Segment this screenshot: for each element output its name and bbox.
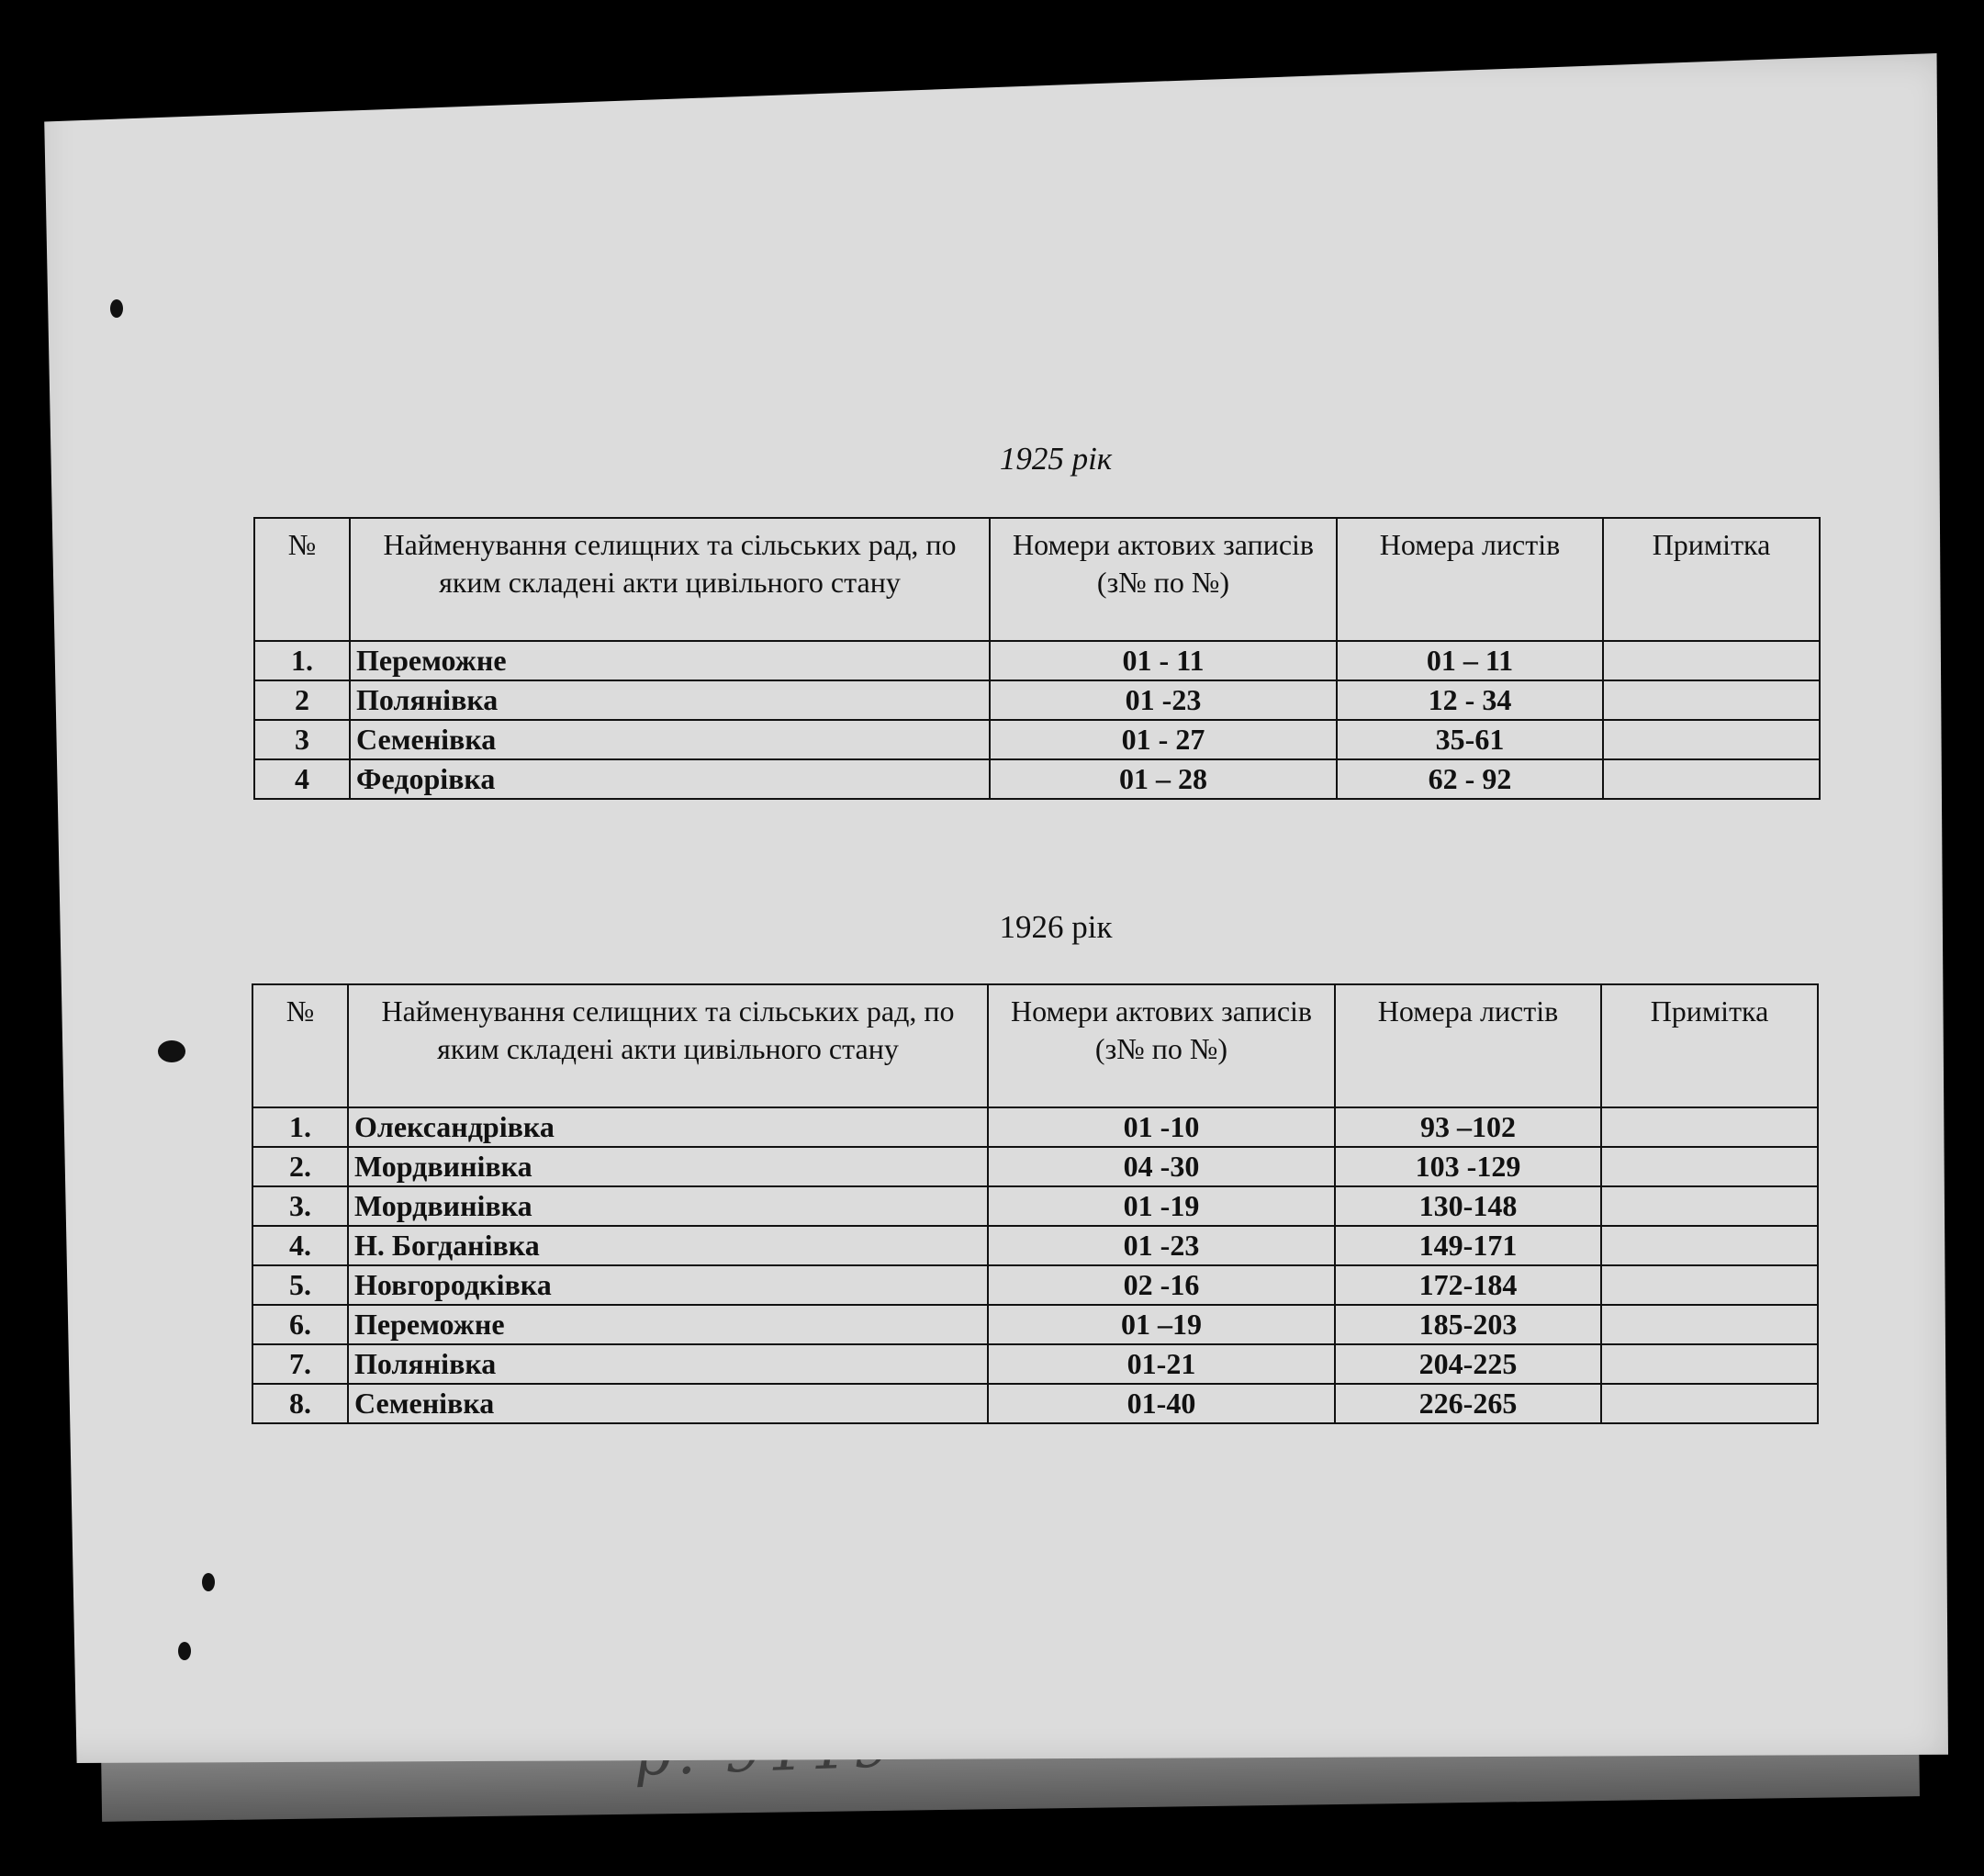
table-row: [252, 1384, 1818, 1423]
registry-table-1926: [252, 983, 1819, 1424]
row-council-name: Федорівка: [350, 759, 990, 799]
table-row: [252, 1226, 1818, 1265]
row-act-numbers: 01 –19: [988, 1305, 1335, 1344]
year-title-1926: 1926 рік: [999, 909, 1113, 945]
row-act-numbers: 01 -23: [988, 1226, 1335, 1265]
punch-hole-mark: [202, 1573, 215, 1591]
row-sheet-numbers: 226-265: [1335, 1384, 1601, 1423]
row-note: [1603, 680, 1820, 720]
table-row: [254, 720, 1820, 759]
row-num: 4.: [252, 1226, 348, 1265]
table-row: [252, 1186, 1818, 1226]
row-council-name: Полянівка: [350, 680, 990, 720]
row-act-numbers: 02 -16: [988, 1265, 1335, 1305]
row-note: [1601, 1384, 1818, 1423]
row-sheet-numbers: 130-148: [1335, 1186, 1601, 1226]
row-sheet-numbers: 12 - 34: [1337, 680, 1603, 720]
header-sheets: Номера листів: [1335, 984, 1601, 1107]
header-num: №: [252, 984, 348, 1107]
table-header-row: [254, 518, 1820, 641]
table-row: [252, 1344, 1818, 1384]
registry-table-1925: [253, 517, 1821, 800]
row-num: 6.: [252, 1305, 348, 1344]
punch-hole-mark: [110, 299, 123, 318]
row-num: 5.: [252, 1265, 348, 1305]
row-act-numbers: 04 -30: [988, 1147, 1335, 1186]
header-num: №: [254, 518, 350, 641]
row-sheet-numbers: 93 –102: [1335, 1107, 1601, 1147]
table-row: [254, 641, 1820, 680]
row-act-numbers: 01 - 11: [990, 641, 1337, 680]
row-act-numbers: 01 -19: [988, 1186, 1335, 1226]
row-num: 3: [254, 720, 350, 759]
table-row: [254, 680, 1820, 720]
row-sheet-numbers: 35-61: [1337, 720, 1603, 759]
row-num: 1.: [254, 641, 350, 680]
row-note: [1601, 1226, 1818, 1265]
table-row: [252, 1265, 1818, 1305]
row-council-name: Мордвинівка: [348, 1147, 988, 1186]
row-note: [1603, 641, 1820, 680]
row-note: [1603, 720, 1820, 759]
row-act-numbers: 01 -23: [990, 680, 1337, 720]
header-acts: Номери актових записів (з№ по №): [988, 984, 1335, 1107]
header-note: Примітка: [1603, 518, 1820, 641]
row-sheet-numbers: 149-171: [1335, 1226, 1601, 1265]
row-council-name: Мордвинівка: [348, 1186, 988, 1226]
header-sheets: Номера листів: [1337, 518, 1603, 641]
row-sheet-numbers: 01 – 11: [1337, 641, 1603, 680]
row-sheet-numbers: 204-225: [1335, 1344, 1601, 1384]
row-council-name: Переможне: [350, 641, 990, 680]
row-act-numbers: 01-40: [988, 1384, 1335, 1423]
row-council-name: Н. Богданівка: [348, 1226, 988, 1265]
row-num: 7.: [252, 1344, 348, 1384]
row-num: 8.: [252, 1384, 348, 1423]
row-num: 2: [254, 680, 350, 720]
row-note: [1601, 1344, 1818, 1384]
row-council-name: Новгородківка: [348, 1265, 988, 1305]
document-page: [39, 53, 1948, 1763]
table-row: [252, 1147, 1818, 1186]
row-num: 2.: [252, 1147, 348, 1186]
row-note: [1601, 1147, 1818, 1186]
row-sheet-numbers: 185-203: [1335, 1305, 1601, 1344]
row-sheet-numbers: 62 - 92: [1337, 759, 1603, 799]
header-name: Найменування селищних та сільських рад, по яким складені акти цивільного стану: [350, 518, 990, 641]
row-act-numbers: 01 - 27: [990, 720, 1337, 759]
header-note: Примітка: [1601, 984, 1818, 1107]
table-header-row: [252, 984, 1818, 1107]
header-name: Найменування селищних та сільських рад, по яким складені акти цивільного стану: [348, 984, 988, 1107]
year-title-1925: 1925 рік: [999, 441, 1113, 477]
row-sheet-numbers: 103 -129: [1335, 1147, 1601, 1186]
row-act-numbers: 01 -10: [988, 1107, 1335, 1147]
header-acts: Номери актових записів (з№ по №): [990, 518, 1337, 641]
table-row: [254, 759, 1820, 799]
row-note: [1601, 1305, 1818, 1344]
row-council-name: Семенівка: [350, 720, 990, 759]
punch-hole-mark: [158, 1040, 185, 1062]
row-num: 1.: [252, 1107, 348, 1147]
row-council-name: Семенівка: [348, 1384, 988, 1423]
row-council-name: Полянівка: [348, 1344, 988, 1384]
row-act-numbers: 01 – 28: [990, 759, 1337, 799]
row-note: [1601, 1265, 1818, 1305]
row-council-name: Олександрівка: [348, 1107, 988, 1147]
row-note: [1601, 1107, 1818, 1147]
row-act-numbers: 01-21: [988, 1344, 1335, 1384]
row-note: [1601, 1186, 1818, 1226]
table-row: [252, 1305, 1818, 1344]
row-sheet-numbers: 172-184: [1335, 1265, 1601, 1305]
table-row: [252, 1107, 1818, 1147]
row-num: 4: [254, 759, 350, 799]
row-note: [1603, 759, 1820, 799]
row-num: 3.: [252, 1186, 348, 1226]
punch-hole-mark: [178, 1642, 191, 1660]
row-council-name: Переможне: [348, 1305, 988, 1344]
